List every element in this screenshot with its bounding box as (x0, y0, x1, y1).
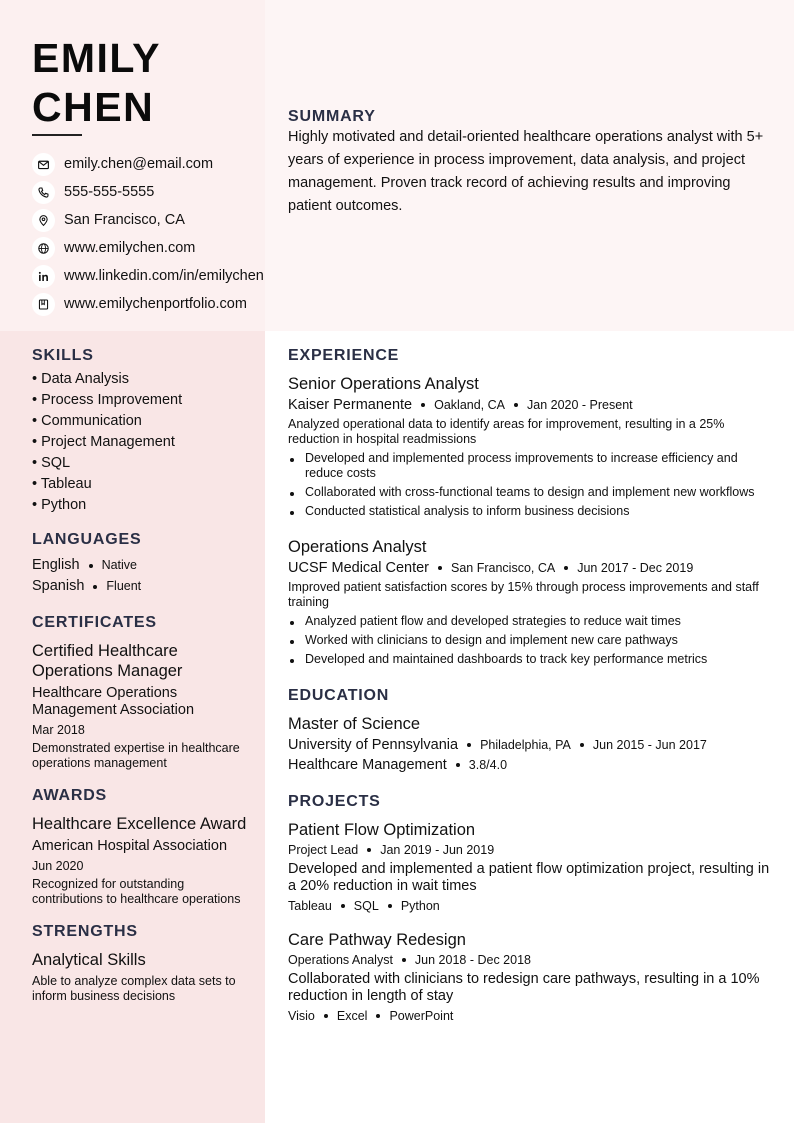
project-title: Care Pathway Redesign (288, 931, 466, 949)
bullet-text: Analyzed patient flow and developed strategies to reduce wait times (305, 614, 681, 628)
summary-heading: SUMMARY (288, 108, 376, 125)
school-location: Philadelphia, PA (480, 738, 571, 752)
separator-dot (402, 958, 406, 962)
bullet-item (288, 451, 774, 481)
bullet-item (288, 614, 774, 629)
job-bullets (288, 614, 774, 667)
skill-item: • Tableau (32, 476, 92, 492)
education-section (288, 687, 774, 773)
contact-website[interactable] (32, 234, 264, 262)
bookmark-icon (32, 293, 55, 316)
bullet-icon (288, 633, 305, 648)
skills-heading: SKILLS (32, 347, 94, 364)
bullet-text: Conducted statistical analysis to inform business decisions (305, 504, 630, 518)
name-divider (32, 134, 82, 136)
bullet-icon (288, 485, 305, 500)
candidate-name (32, 34, 161, 132)
bullet-item (288, 485, 774, 500)
bullet-text: Developed and implemented process improvements to increase efficiency and reduce costs (305, 451, 738, 480)
tool-tag: Excel (336, 1009, 368, 1023)
mail-icon (32, 153, 55, 176)
project-meta (288, 843, 774, 857)
skill-item: • SQL (32, 455, 71, 471)
linkedin-icon (32, 265, 55, 288)
job-dates: Jun 2017 - Dec 2019 (577, 561, 694, 575)
portfolio-text: www.emilychenportfolio.com (64, 296, 247, 312)
school-name: University of Pennsylvania (288, 737, 459, 753)
separator-dot (421, 403, 425, 407)
separator-dot (388, 904, 392, 908)
map-pin-icon (32, 209, 55, 232)
contact-portfolio[interactable] (32, 290, 264, 318)
certificates-section (32, 614, 247, 771)
skill-item: • Project Management (32, 434, 175, 450)
contact-location (32, 206, 264, 234)
phone-icon (32, 181, 55, 204)
project-tools (288, 899, 774, 913)
summary-section (288, 108, 774, 218)
certificate-title: Certified Healthcare Operations Manager (32, 642, 183, 680)
awards-section (32, 787, 247, 907)
bullet-item (288, 652, 774, 667)
awards-heading: AWARDS (32, 787, 108, 804)
tool-tag: Visio (288, 1009, 315, 1023)
languages-heading: LANGUAGES (32, 531, 142, 548)
job-dates: Jan 2020 - Present (527, 398, 633, 412)
skill-item: • Data Analysis (32, 371, 129, 387)
bullet-text: Worked with clinicians to design and implement new care pathways (305, 633, 678, 647)
project-tools (288, 1009, 774, 1023)
language-name: Spanish (32, 578, 85, 594)
separator-dot (580, 743, 584, 747)
contact-phone[interactable] (32, 178, 264, 206)
separator-dot (514, 403, 518, 407)
bullet-item (288, 504, 774, 519)
tool-tag: SQL (353, 899, 379, 913)
project-title: Patient Flow Optimization (288, 821, 476, 839)
project-entry (288, 930, 774, 1023)
certificate-issuer: Healthcare Operations Management Association (32, 685, 195, 718)
separator-dot (467, 743, 471, 747)
language-level: Fluent (106, 579, 142, 593)
bullet-text: Collaborated with cross-functional teams to design and implement new workflows (305, 485, 755, 499)
education-dates: Jun 2015 - Jun 2017 (592, 738, 707, 752)
language-level: Native (101, 558, 137, 572)
separator-dot (438, 566, 442, 570)
bullet-icon (288, 451, 305, 481)
separator-dot (376, 1014, 380, 1018)
job-meta (288, 397, 774, 413)
tool-tag: Python (400, 899, 440, 913)
separator-dot (324, 1014, 328, 1018)
website-text: www.emilychen.com (64, 240, 196, 256)
job-meta (288, 560, 774, 576)
separator-dot (367, 848, 371, 852)
experience-entry (288, 537, 774, 667)
degree-title: Master of Science (288, 715, 421, 733)
languages-section (32, 531, 247, 597)
education-heading: EDUCATION (288, 687, 390, 704)
separator-dot (564, 566, 568, 570)
certificate-description: Demonstrated expertise in healthcare operations management (32, 741, 240, 770)
project-dates: Jan 2019 - Jun 2019 (380, 843, 495, 857)
projects-section (288, 793, 774, 1023)
projects-heading: PROJECTS (288, 793, 381, 810)
project-description: Collaborated with clinicians to redesign care pathways, resulting in a 10% reduction in length of stay (288, 971, 760, 1004)
project-meta (288, 953, 774, 967)
project-role: Operations Analyst (288, 953, 393, 967)
tool-tag: Tableau (288, 899, 332, 913)
job-description: Analyzed operational data to identify areas for improvement, resulting in a 25% reduction in hospital readmissions (288, 417, 725, 446)
strengths-heading: STRENGTHS (32, 923, 138, 940)
job-title: Senior Operations Analyst (288, 375, 479, 393)
strength-title: Analytical Skills (32, 951, 146, 969)
contact-email[interactable] (32, 150, 264, 178)
language-row (32, 576, 247, 597)
gpa: 3.8/4.0 (468, 758, 508, 772)
project-description: Developed and implemented a patient flow optimization project, resulting in a 20% reduction in wait times (288, 861, 770, 894)
field-of-study: Healthcare Management (288, 757, 447, 773)
award-issuer: American Hospital Association (32, 838, 228, 854)
tool-tag: PowerPoint (389, 1009, 454, 1023)
experience-heading: EXPERIENCE (288, 347, 400, 364)
separator-dot (341, 904, 345, 908)
separator-dot (93, 585, 97, 589)
job-location: San Francisco, CA (451, 561, 556, 575)
skill-item: • Communication (32, 413, 142, 429)
skill-item: • Process Improvement (32, 392, 183, 408)
summary-text: Highly motivated and detail-oriented healthcare operations analyst with 5+ years of experience in process improvement, data analysis, and project management. Proven track record of achieving results and improving patient outcomes. (288, 129, 764, 214)
project-dates: Jun 2018 - Dec 2018 (414, 953, 531, 967)
bullet-icon (288, 652, 305, 667)
certificates-heading: CERTIFICATES (32, 614, 157, 631)
bullet-item (288, 633, 774, 648)
globe-icon (32, 237, 55, 260)
contact-linkedin[interactable] (32, 262, 264, 290)
education-field-row (288, 757, 774, 773)
job-description: Improved patient satisfaction scores by 15% through process improvements and staff training (288, 580, 759, 609)
company-name: UCSF Medical Center (288, 560, 430, 576)
project-entry (288, 820, 774, 913)
main-content (288, 347, 774, 1023)
sidebar-content (32, 347, 247, 1004)
email-text: emily.chen@email.com (64, 156, 214, 172)
bullet-text: Developed and maintained dashboards to track key performance metrics (305, 652, 708, 666)
contact-list (32, 150, 264, 318)
skill-item: • Python (32, 497, 87, 513)
bullet-icon (288, 504, 305, 519)
award-title: Healthcare Excellence Award (32, 815, 247, 833)
bullet-icon (288, 614, 305, 629)
linkedin-text: www.linkedin.com/in/emilychen (64, 268, 264, 284)
company-name: Kaiser Permanente (288, 397, 413, 413)
project-role: Project Lead (288, 843, 359, 857)
strengths-section (32, 923, 247, 1004)
separator-dot (456, 763, 460, 767)
certificate-date: Mar 2018 (32, 723, 85, 737)
name-line-last: CHEN (32, 84, 155, 130)
award-description: Recognized for outstanding contributions to healthcare operations (32, 877, 241, 906)
job-location: Oakland, CA (434, 398, 505, 412)
name-line-first: EMILY (32, 35, 162, 81)
job-bullets (288, 451, 774, 519)
experience-entry (288, 374, 774, 519)
job-title: Operations Analyst (288, 538, 427, 556)
language-row (32, 555, 247, 576)
language-name: English (32, 557, 80, 573)
separator-dot (89, 564, 93, 568)
phone-text: 555-555-5555 (64, 184, 155, 200)
skills-section (32, 347, 247, 516)
education-meta (288, 737, 774, 753)
strength-description: Able to analyze complex data sets to inform business decisions (32, 974, 236, 1003)
location-text: San Francisco, CA (64, 212, 185, 228)
award-date: Jun 2020 (32, 859, 84, 873)
experience-section (288, 347, 774, 667)
